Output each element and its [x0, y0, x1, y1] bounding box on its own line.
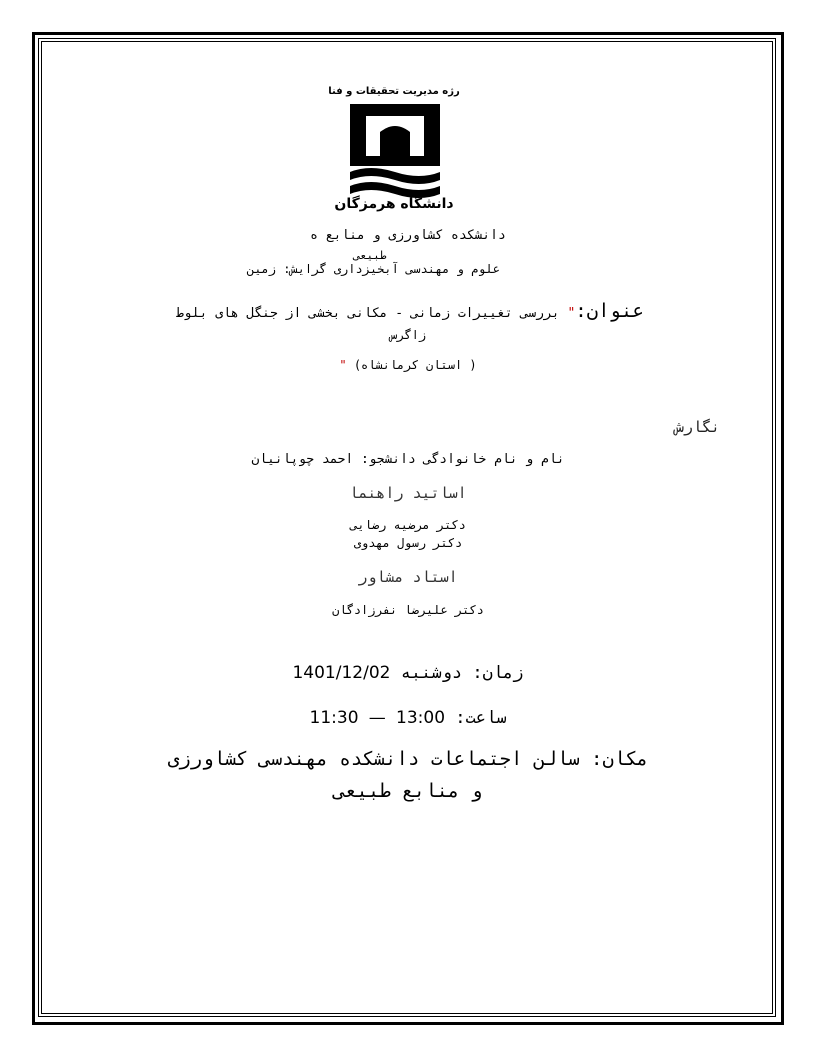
title-close-quote: "	[339, 358, 347, 372]
university-logo	[318, 86, 470, 222]
department-name: علوم و مهندسی آبخیزداری گرایش: زمین	[247, 262, 500, 276]
consultant-name: دکتر علیرضا نفرزادگان	[332, 603, 484, 617]
logo-motto: رژه مدیریت تحقیقات و فنا	[328, 86, 460, 97]
author-heading: نگارش	[674, 418, 720, 436]
title-label: عنوان:	[575, 300, 644, 322]
defense-place-line-2: و منابع طبیعی	[333, 780, 483, 802]
faculty-name: دانشکده کشاورزی و منابع ه	[310, 228, 506, 243]
defense-place-line-1: مکان: سالن اجتماعات دانشکده مهندسی کشاورزی	[167, 748, 649, 770]
advisors-heading: اساتید راهنما	[349, 484, 467, 502]
student-name: نام و نام خانوادگی دانشجو: احمد چوپانیان	[251, 452, 565, 467]
faculty-name-continued: طبیعی	[353, 249, 387, 262]
consultant-heading: استاد مشاور	[358, 568, 458, 586]
defense-time	[0, 708, 816, 728]
time-start: 13:00	[396, 708, 446, 728]
time-label: ساعت:	[455, 708, 507, 728]
logo-university-name: دانشگاه هرمزگان	[334, 196, 454, 212]
title-text-1: بررسی تغییرات زمانی - مکانی بخشی از جنگل های بلوط	[176, 306, 560, 321]
thesis-title-line-1	[100, 300, 720, 322]
title-text-3: ( استان کرمانشاه)	[353, 358, 477, 372]
thesis-title-line-2: زاگرس	[389, 328, 427, 342]
date-label: زمان: دوشنبه	[400, 663, 524, 683]
date-value: 1401/12/02	[292, 663, 391, 683]
university-emblem-icon	[318, 100, 470, 208]
thesis-title-line-3	[0, 358, 816, 372]
advisor-name-1: دکتر مرضیه رضایی	[350, 518, 466, 532]
advisor-name-2: دکتر رسول مهدوی	[353, 536, 463, 550]
time-end: 11:30	[309, 708, 359, 728]
defense-date	[0, 663, 816, 683]
title-open-quote: "	[567, 306, 576, 321]
time-separator: —	[368, 708, 386, 728]
